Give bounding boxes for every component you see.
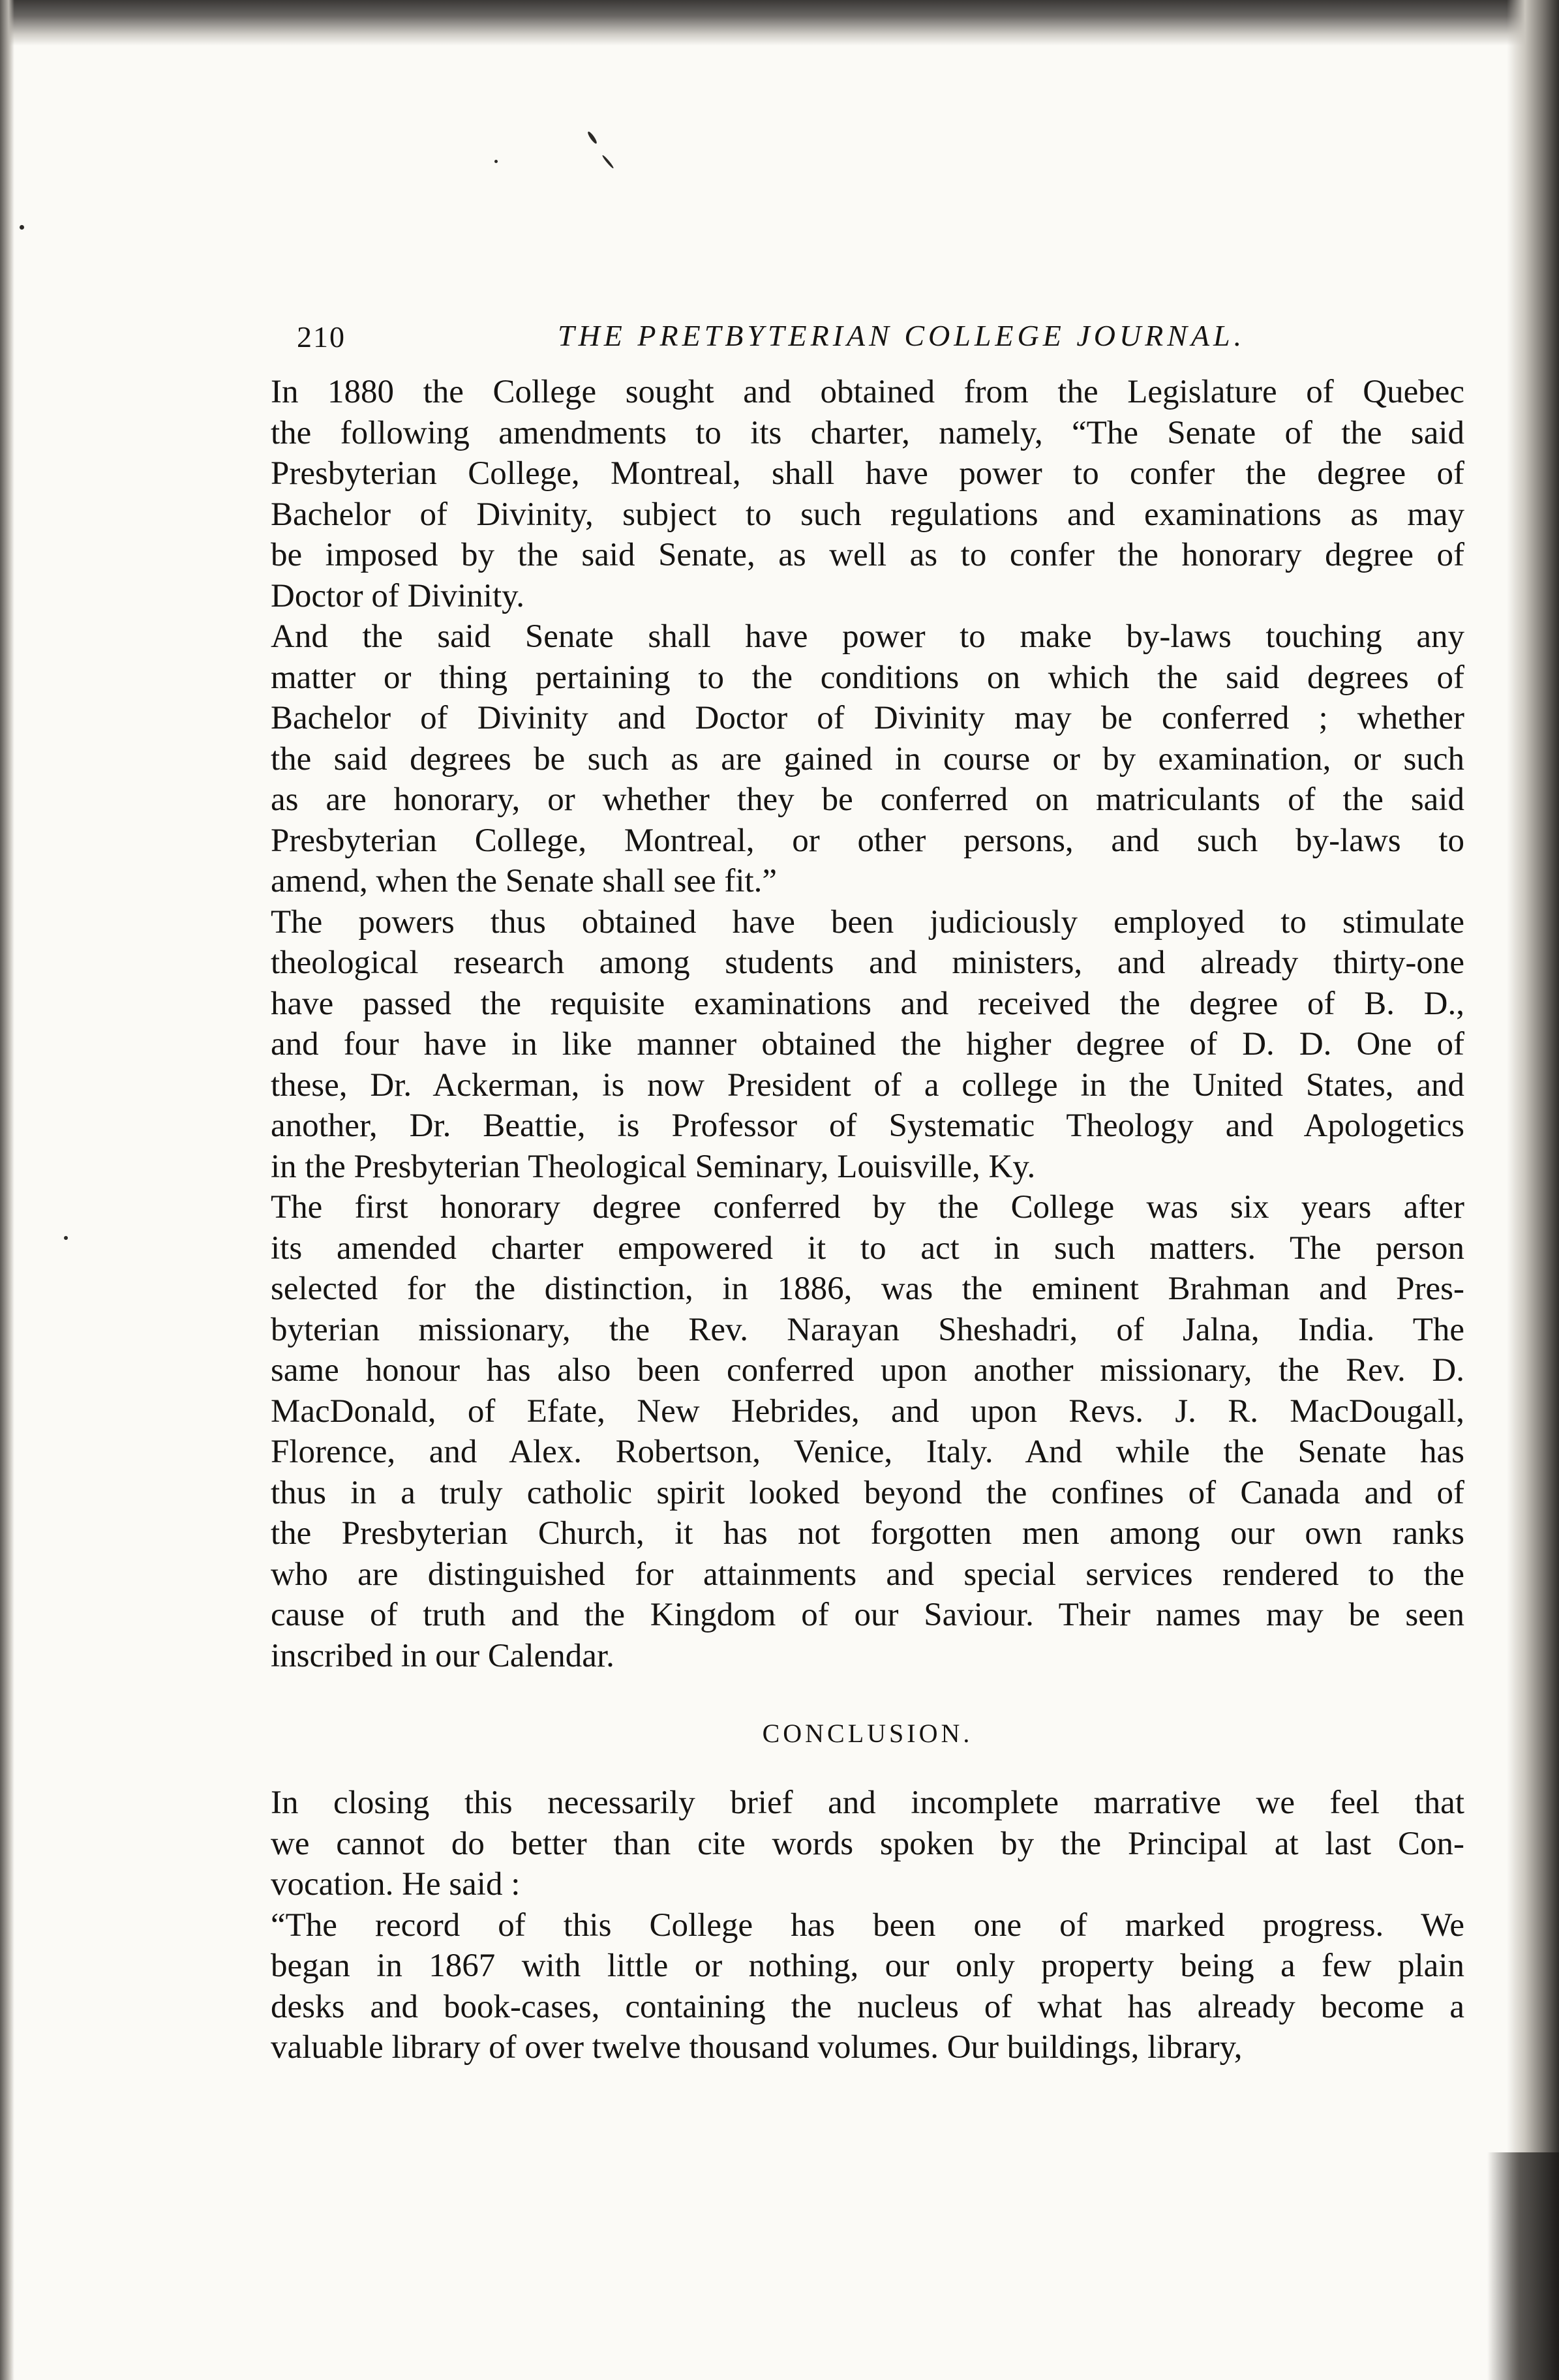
- text-line: matter or thing pertaining to the conditions on which the said degrees of: [271, 659, 1464, 696]
- text-line: And the said Senate shall have power to make by-laws touching any: [271, 618, 1464, 655]
- scan-speck: [601, 155, 614, 169]
- text-line: “The record of this College has been one of marked progress. We: [271, 1906, 1464, 1944]
- body-text: [271, 372, 1464, 1676]
- section-heading: CONCLUSION.: [762, 1719, 973, 1748]
- scan-speck: [20, 225, 24, 230]
- text-line: Presbyterian College, Montreal, shall have power to confer the degree of: [271, 455, 1464, 492]
- text-line: valuable library of over twelve thousand volumes. Our buildings, library,: [271, 2029, 1243, 2066]
- text-line: theological research among students and ministers, and already thirty-one: [271, 944, 1464, 981]
- paragraph: [271, 372, 1464, 616]
- scan-speck: [494, 160, 498, 163]
- text-line: began in 1867 with little or nothing, our only property being a few plain: [271, 1948, 1464, 1984]
- text-line: The powers thus obtained have been judiciously employed to stimulate: [271, 903, 1464, 941]
- scan-right-edge: [1507, 0, 1559, 2380]
- text-line: cause of truth and the Kingdom of our Saviour. Their names may be seen: [271, 1597, 1464, 1633]
- scan-speck: [64, 1236, 68, 1240]
- text-line: have passed the requisite examinations and received the degree of B. D.,: [271, 985, 1464, 1022]
- text-line: the said degrees be such as are gained in course or by examination, or such: [271, 740, 1464, 777]
- text-line: Presbyterian College, Montreal, or other persons, and such by-laws to: [271, 822, 1464, 859]
- scan-top-edge: [0, 0, 1559, 46]
- text-line: who are distinguished for attainments and special services rendered to the: [271, 1556, 1464, 1593]
- scan-left-edge: [0, 0, 14, 2380]
- text-line: the following amendments to its charter, namely, “The Senate of the said: [271, 414, 1464, 451]
- paragraph: [271, 616, 1464, 902]
- text-line: we cannot do better than cite words spoken by the Principal at last Con-: [271, 1825, 1464, 1862]
- text-line: as are honorary, or whether they be conferred on matriculants of the said: [271, 781, 1464, 818]
- text-line: Bachelor of Divinity, subject to such regulations and examinations as may: [271, 496, 1464, 533]
- journal-title: THE PRETBYTERIAN COLLEGE JOURNAL.: [558, 319, 1246, 352]
- paragraph: [271, 1187, 1464, 1676]
- text-line: vocation. He said :: [271, 1866, 521, 1903]
- text-line: these, Dr. Ackerman, is now President of a college in the United States, and: [271, 1066, 1464, 1104]
- text-line: be imposed by the said Senate, as well as to confer the honorary degree of: [271, 537, 1464, 573]
- text-line: selected for the distinction, in 1886, was the eminent Brahman and Pres-: [271, 1271, 1464, 1307]
- paragraph: [271, 902, 1464, 1188]
- paragraph: [271, 1783, 1464, 1905]
- text-line: another, Dr. Beattie, is Professor of Systematic Theology and Apologetics: [271, 1107, 1464, 1144]
- text-line: Bachelor of Divinity and Doctor of Divinity may be conferred ; whether: [271, 700, 1464, 736]
- text-line: Doctor of Divinity.: [271, 577, 525, 614]
- text-line: The first honorary degree conferred by the College was six years after: [271, 1189, 1464, 1226]
- text-line: byterian missionary, the Rev. Narayan Sheshadri, of Jalna, India. The: [271, 1311, 1464, 1348]
- text-line: amend, when the Senate shall see fit.”: [271, 863, 778, 899]
- text-line: in the Presbyterian Theological Seminary, Louisville, Ky.: [271, 1148, 1036, 1185]
- text-line: same honour has also been conferred upon another missionary, the Rev. D.: [271, 1352, 1464, 1389]
- text-line: the Presbyterian Church, it has not forgotten men among our own ranks: [271, 1515, 1464, 1552]
- paragraph: [271, 1905, 1464, 2068]
- text-line: desks and book-cases, containing the nucleus of what has already become a: [271, 1988, 1464, 2025]
- book-page: [271, 307, 1464, 2068]
- conclusion-text: [271, 1783, 1464, 2068]
- running-head: [271, 307, 1464, 365]
- text-line: its amended charter empowered it to act in such matters. The person: [271, 1229, 1464, 1267]
- text-line: thus in a truly catholic spirit looked beyond the confines of Canada and of: [271, 1474, 1464, 1511]
- text-line: inscribed in our Calendar.: [271, 1637, 614, 1674]
- text-line: MacDonald, of Efate, New Hebrides, and upon Revs. J. R. MacDougall,: [271, 1393, 1464, 1430]
- scan-speck: [586, 130, 598, 144]
- scan-right-dark-band: [1487, 2152, 1559, 2380]
- page-number: 210: [297, 320, 346, 354]
- text-line: Florence, and Alex. Robertson, Venice, Italy. And while the Senate has: [271, 1434, 1464, 1470]
- text-line: In closing this necessarily brief and incomplete marrative we feel that: [271, 1785, 1464, 1821]
- text-line: In 1880 the College sought and obtained from the Legislature of Quebec: [271, 374, 1464, 410]
- text-line: and four have in like manner obtained the higher degree of D. D. One of: [271, 1026, 1464, 1062]
